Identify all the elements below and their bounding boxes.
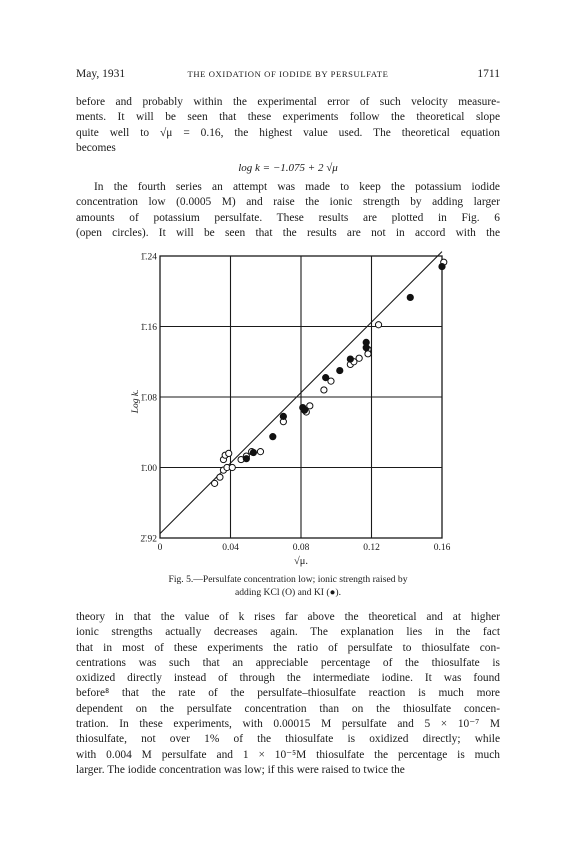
kcl-data-point <box>217 474 223 480</box>
y-tick-label: 1̄.08 <box>140 393 157 404</box>
y-tick-label: 2̄.92 <box>140 534 157 545</box>
header-title: THE OXIDATION OF IODIDE BY PERSULFATE <box>187 69 389 79</box>
text-line: theory in that the value of k rises far above the theoretical and at higher <box>76 611 500 623</box>
text-line: oxidized directly instead of through the intermediate iodine. It was found <box>76 672 500 685</box>
text-line: In the fourth series an attempt was made to keep the potassium iodide <box>94 181 500 193</box>
kcl-data-point <box>375 322 381 328</box>
ki-data-point <box>363 345 369 351</box>
text-line: before⁸ that the rate of the persulfate–thiosulfate reaction is much more <box>76 687 500 700</box>
kcl-data-point <box>365 351 371 357</box>
y-tick-label: 1̄.16 <box>140 323 157 333</box>
text-line: becomes <box>76 141 116 154</box>
ki-data-point <box>250 449 256 455</box>
text-line: that in most of these experiments the ratio of persulfate to thiosulfate con- <box>76 641 500 654</box>
caption-line: Fig. 5.—Persulfate concentration low; ionic strength raised by <box>168 574 408 585</box>
text-line: before and probably within the experimental error of such velocity measure- <box>76 96 500 108</box>
page-number: 1711 <box>477 68 500 80</box>
running-header <box>76 68 500 84</box>
kcl-data-point <box>321 387 327 393</box>
text-line: thiosulfate, not over 1% of the thiosulfate is oxidized directly; while <box>76 733 500 746</box>
text-line: ments. It will be seen that these experiments follow the theoretical slope <box>76 111 500 124</box>
ki-data-point <box>301 407 307 413</box>
text-line: dependent on the persulfate concentration than on the thiosulfate concen- <box>76 702 500 715</box>
ki-data-point <box>337 367 343 373</box>
ki-data-point <box>280 413 286 419</box>
kcl-data-point <box>229 464 235 470</box>
x-tick-label: 0.12 <box>363 543 380 553</box>
text-line: (open circles). It will be seen that the results are not in accord with the <box>76 226 500 239</box>
kcl-data-point <box>257 449 263 455</box>
x-tick-label: 0.08 <box>292 543 310 553</box>
ki-data-point <box>347 356 353 362</box>
paragraph-intro <box>76 95 500 156</box>
text-line: larger. The iodide concentration was low; if this were raised to twice the <box>76 763 405 776</box>
ki-data-point <box>439 263 445 269</box>
text-line: amounts of potassium persulfate. These results are plotted in Fig. 6 <box>76 211 500 224</box>
ki-data-point <box>407 294 413 300</box>
paragraph-explanation <box>76 610 500 778</box>
y-tick-label: 1̄.00 <box>140 464 157 474</box>
x-tick-label: 0.16 <box>433 543 451 553</box>
kcl-data-point <box>307 403 313 409</box>
kcl-data-point <box>212 480 218 486</box>
kcl-data-point <box>226 450 232 456</box>
ki-data-point <box>270 434 276 440</box>
text-line: ionic strengths actually decreases again. The explanation lies in the fact <box>76 626 500 639</box>
text-line: with 0.004 M persulfate and 1 × 10⁻⁵M thiosulfate the percentage is much <box>76 748 500 761</box>
ki-data-point <box>243 456 249 462</box>
text-line: quite well to √μ = 0.16, the highest value used. The theoretical equation <box>76 126 500 139</box>
x-tick-label: 0.04 <box>222 543 239 553</box>
y-axis-label: Log k. <box>131 389 141 414</box>
text-line: tration. In these experiments, with 0.00015 M persulfate and 5 × 10⁻⁷ M <box>76 718 500 731</box>
figure-caption <box>76 574 500 599</box>
x-axis-label: √μ. <box>293 556 309 567</box>
header-date: May, 1931 <box>76 68 126 80</box>
text-line: centrations was such that an appreciable percentage of the thiosulfate is <box>76 656 500 669</box>
paragraph-fourth-series <box>76 180 500 241</box>
y-tick-label: 1̄.24 <box>140 252 157 263</box>
text-line: concentration low (0.0005 M) and raise the ionic strength by adding larger <box>76 196 500 209</box>
figure-5-plot <box>130 248 460 578</box>
kcl-data-point <box>356 355 362 361</box>
equation: log k = −1.075 + 2 √μ <box>238 162 338 174</box>
x-tick-label: 0 <box>157 543 163 553</box>
caption-line: adding KCl (O) and KI (●). <box>235 586 341 598</box>
ki-data-point <box>323 375 329 381</box>
